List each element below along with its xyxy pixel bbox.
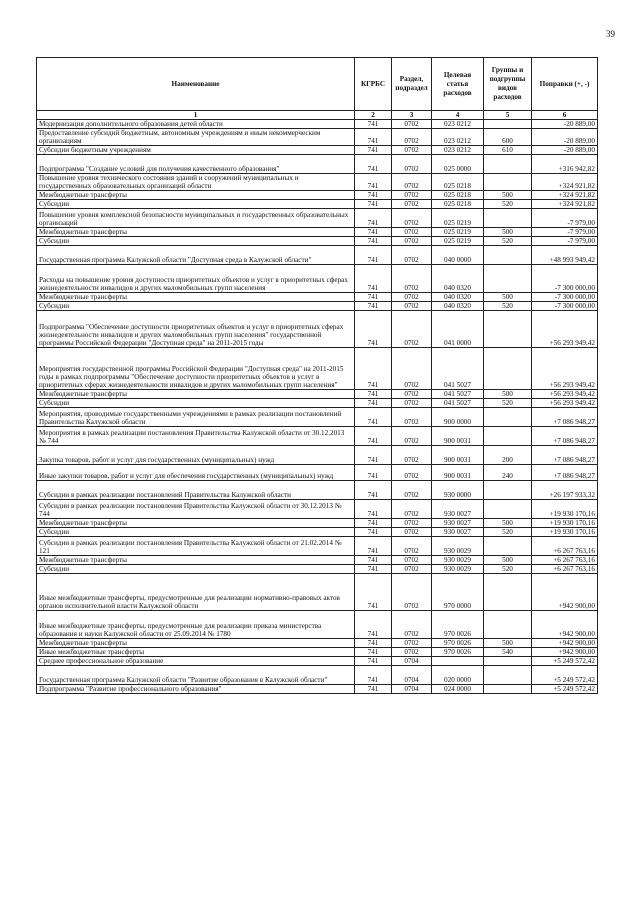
row-name: Субсидии bbox=[37, 237, 355, 246]
col-number: 6 bbox=[532, 111, 598, 120]
row-kgrbs: 741 bbox=[355, 574, 392, 611]
row-section: 0702 bbox=[392, 390, 432, 399]
table-row bbox=[37, 611, 598, 639]
table-row bbox=[37, 657, 598, 666]
row-section: 0702 bbox=[392, 265, 432, 293]
row-section: 0702 bbox=[392, 348, 432, 390]
row-kgrbs: 741 bbox=[355, 228, 392, 237]
row-group bbox=[484, 348, 532, 390]
row-group bbox=[484, 537, 532, 556]
row-kgrbs: 741 bbox=[355, 685, 392, 694]
row-kgrbs: 741 bbox=[355, 265, 392, 293]
row-name: Иные межбюджетные трансферты, предусмотренные для реализации приказа министерства образования и науки Калужской области от 25.09.2014 № 1780 bbox=[37, 611, 355, 639]
row-kgrbs: 741 bbox=[355, 209, 392, 228]
row-group bbox=[484, 265, 532, 293]
row-amount: -20 889,00 bbox=[532, 120, 598, 129]
row-name: Межбюджетные трансферты bbox=[37, 639, 355, 648]
row-target: 020 0000 bbox=[432, 666, 484, 685]
row-target: 930 0027 bbox=[432, 519, 484, 528]
row-amount: -20 889,00 bbox=[532, 146, 598, 155]
row-section: 0702 bbox=[392, 120, 432, 129]
row-section: 0702 bbox=[392, 209, 432, 228]
row-kgrbs: 741 bbox=[355, 200, 392, 209]
row-name: Субсидии bbox=[37, 200, 355, 209]
row-kgrbs: 741 bbox=[355, 537, 392, 556]
row-target: 041 5027 bbox=[432, 399, 484, 408]
table-row bbox=[37, 519, 598, 528]
col-number: 4 bbox=[432, 111, 484, 120]
table-row bbox=[37, 200, 598, 209]
row-target: 930 0027 bbox=[432, 528, 484, 537]
row-kgrbs: 741 bbox=[355, 666, 392, 685]
row-group: 540 bbox=[484, 648, 532, 657]
row-target: 040 0320 bbox=[432, 293, 484, 302]
row-kgrbs: 741 bbox=[355, 348, 392, 390]
table-row bbox=[37, 481, 598, 500]
col-number: 5 bbox=[484, 111, 532, 120]
row-name: Государственная программа Калужской области "Развитие образования в Калужской области" bbox=[37, 666, 355, 685]
row-amount: +48 993 949,42 bbox=[532, 246, 598, 265]
row-amount: +56 293 949,42 bbox=[532, 348, 598, 390]
row-amount: +5 249 572,42 bbox=[532, 666, 598, 685]
row-kgrbs: 741 bbox=[355, 408, 392, 427]
row-section: 0702 bbox=[392, 648, 432, 657]
row-kgrbs: 741 bbox=[355, 500, 392, 519]
row-amount: -7 300 000,00 bbox=[532, 293, 598, 302]
row-section: 0704 bbox=[392, 685, 432, 694]
row-target: 930 0000 bbox=[432, 481, 484, 500]
table-row bbox=[37, 648, 598, 657]
row-target: 041 5027 bbox=[432, 390, 484, 399]
table-row bbox=[37, 265, 598, 293]
table-row bbox=[37, 408, 598, 427]
row-name: Субсидии в рамках реализации постановлений Правительства Калужской области bbox=[37, 481, 355, 500]
row-group: 600 bbox=[484, 129, 532, 146]
row-section: 0702 bbox=[392, 129, 432, 146]
row-name: Межбюджетные трансферты bbox=[37, 556, 355, 565]
row-target: 041 5027 bbox=[432, 348, 484, 390]
row-amount: +26 197 933,32 bbox=[532, 481, 598, 500]
row-name: Повышение уровня комплексной безопасности муниципальных и государственных образовательных организаций bbox=[37, 209, 355, 228]
row-target: 900 0031 bbox=[432, 427, 484, 446]
row-group: 520 bbox=[484, 200, 532, 209]
row-amount: +942 900,00 bbox=[532, 611, 598, 639]
row-group: 200 bbox=[484, 446, 532, 465]
row-section: 0702 bbox=[392, 465, 432, 481]
row-target: 025 0000 bbox=[432, 155, 484, 174]
row-group bbox=[484, 246, 532, 265]
column-number-row bbox=[37, 111, 598, 120]
row-kgrbs: 741 bbox=[355, 146, 392, 155]
table-row bbox=[37, 311, 598, 348]
row-target: 040 0320 bbox=[432, 265, 484, 293]
row-name: Модернизация дополнительного образования детей области bbox=[37, 120, 355, 129]
row-amount: +7 086 948,27 bbox=[532, 427, 598, 446]
table-row bbox=[37, 399, 598, 408]
row-kgrbs: 741 bbox=[355, 302, 392, 311]
row-amount: +6 267 763,16 bbox=[532, 556, 598, 565]
table-row bbox=[37, 465, 598, 481]
row-group: 500 bbox=[484, 390, 532, 399]
row-target: 930 0029 bbox=[432, 537, 484, 556]
row-name: Иные межбюджетные трансферты bbox=[37, 648, 355, 657]
row-name: Субсидии в рамках реализации постановления Правительства Калужской области от 21.02.2014 № 121 bbox=[37, 537, 355, 556]
table-row bbox=[37, 120, 598, 129]
row-kgrbs: 741 bbox=[355, 390, 392, 399]
row-section: 0702 bbox=[392, 639, 432, 648]
row-group: 520 bbox=[484, 237, 532, 246]
row-kgrbs: 741 bbox=[355, 639, 392, 648]
table-row bbox=[37, 500, 598, 519]
row-target: 025 0218 bbox=[432, 200, 484, 209]
row-section: 0702 bbox=[392, 537, 432, 556]
row-group: 520 bbox=[484, 565, 532, 574]
row-section: 0702 bbox=[392, 427, 432, 446]
table-row bbox=[37, 565, 598, 574]
row-amount: +5 249 572,42 bbox=[532, 685, 598, 694]
row-group bbox=[484, 500, 532, 519]
row-name: Закупка товаров, работ и услуг для государственных (муниципальных) нужд bbox=[37, 446, 355, 465]
row-kgrbs: 741 bbox=[355, 528, 392, 537]
row-section: 0704 bbox=[392, 657, 432, 666]
row-group bbox=[484, 311, 532, 348]
table-row bbox=[37, 191, 598, 200]
header-row bbox=[37, 58, 598, 111]
col-header-section: Раздел, подраздел bbox=[392, 58, 432, 111]
budget-table bbox=[36, 57, 598, 694]
row-section: 0702 bbox=[392, 446, 432, 465]
row-target bbox=[432, 657, 484, 666]
row-group bbox=[484, 657, 532, 666]
row-kgrbs: 741 bbox=[355, 565, 392, 574]
row-name: Межбюджетные трансферты bbox=[37, 191, 355, 200]
row-target: 040 0000 bbox=[432, 246, 484, 265]
col-header-groups: Группы и подгруппы видов расходов bbox=[484, 58, 532, 111]
row-section: 0702 bbox=[392, 481, 432, 500]
row-name: Межбюджетные трансферты bbox=[37, 519, 355, 528]
row-amount: +7 086 948,27 bbox=[532, 408, 598, 427]
row-group bbox=[484, 174, 532, 191]
row-target: 040 0320 bbox=[432, 302, 484, 311]
row-amount: -7 979,00 bbox=[532, 237, 598, 246]
row-section: 0702 bbox=[392, 293, 432, 302]
table-row bbox=[37, 209, 598, 228]
row-amount: +6 267 763,16 bbox=[532, 565, 598, 574]
table-row bbox=[37, 574, 598, 611]
row-target: 025 0219 bbox=[432, 237, 484, 246]
table-row bbox=[37, 427, 598, 446]
row-target: 025 0218 bbox=[432, 191, 484, 200]
row-kgrbs: 741 bbox=[355, 481, 392, 500]
row-kgrbs: 741 bbox=[355, 465, 392, 481]
row-group: 500 bbox=[484, 519, 532, 528]
row-amount: +7 086 948,27 bbox=[532, 446, 598, 465]
row-amount: +5 249 572,42 bbox=[532, 657, 598, 666]
table-row bbox=[37, 293, 598, 302]
row-target: 970 0000 bbox=[432, 574, 484, 611]
row-target: 023 0212 bbox=[432, 146, 484, 155]
row-amount: +324 921,82 bbox=[532, 191, 598, 200]
row-target: 970 0026 bbox=[432, 639, 484, 648]
table-row bbox=[37, 446, 598, 465]
table-row bbox=[37, 348, 598, 390]
row-target: 025 0218 bbox=[432, 174, 484, 191]
row-name: Подпрограмма "Создание условий для получения качественного образования" bbox=[37, 155, 355, 174]
row-amount: -7 300 000,00 bbox=[532, 265, 598, 293]
row-amount: +324 921,82 bbox=[532, 174, 598, 191]
row-target: 024 0000 bbox=[432, 685, 484, 694]
row-group bbox=[484, 611, 532, 639]
row-name: Субсидии bbox=[37, 565, 355, 574]
row-section: 0702 bbox=[392, 519, 432, 528]
row-group bbox=[484, 666, 532, 685]
row-name: Субсидии bbox=[37, 399, 355, 408]
table-row bbox=[37, 129, 598, 146]
row-amount: +7 086 948,27 bbox=[532, 465, 598, 481]
row-target: 930 0029 bbox=[432, 556, 484, 565]
row-target: 970 0026 bbox=[432, 611, 484, 639]
row-section: 0702 bbox=[392, 611, 432, 639]
row-name: Иные закупки товаров, работ и услуг для обеспечения государственных (муниципальных) нужд bbox=[37, 465, 355, 481]
row-section: 0702 bbox=[392, 200, 432, 209]
row-kgrbs: 741 bbox=[355, 446, 392, 465]
row-amount: +56 293 949,42 bbox=[532, 390, 598, 399]
row-name: Субсидии бюджетным учреждениям bbox=[37, 146, 355, 155]
row-name: Предоставление субсидий бюджетным, автономным учреждениям и иным некоммерческим организациям bbox=[37, 129, 355, 146]
row-name: Подпрограмма "Обеспечение доступности приоритетных объектов и услуг в приоритетных сферах жизнедеятельности инвалидов и других маломобильных групп населения" государственной программы Российской Федерации "Доступная среда" на 2011-2015 годы bbox=[37, 311, 355, 348]
row-group: 240 bbox=[484, 465, 532, 481]
row-group bbox=[484, 685, 532, 694]
row-amount: -7 979,00 bbox=[532, 209, 598, 228]
row-kgrbs: 741 bbox=[355, 155, 392, 174]
row-amount: +942 900,00 bbox=[532, 574, 598, 611]
row-group: 520 bbox=[484, 528, 532, 537]
row-section: 0702 bbox=[392, 565, 432, 574]
row-kgrbs: 741 bbox=[355, 648, 392, 657]
row-amount: +316 942,82 bbox=[532, 155, 598, 174]
row-target: 023 0212 bbox=[432, 120, 484, 129]
table-row bbox=[37, 390, 598, 399]
row-name: Мероприятия в рамках реализации постановления Правительства Калужской области от 30.12.2013 № 744 bbox=[37, 427, 355, 446]
table-row bbox=[37, 146, 598, 155]
row-name: Государственная программа Калужской области "Доступная среда в Калужской области" bbox=[37, 246, 355, 265]
table-row bbox=[37, 685, 598, 694]
row-group bbox=[484, 408, 532, 427]
row-name: Иные межбюджетные трансферты, предусмотренные для реализации нормативно-правовых актов органов исполнительной власти Калужской области bbox=[37, 574, 355, 611]
col-number: 1 bbox=[37, 111, 355, 120]
row-amount: -7 300 000,00 bbox=[532, 302, 598, 311]
table-row bbox=[37, 639, 598, 648]
row-kgrbs: 741 bbox=[355, 399, 392, 408]
row-section: 0702 bbox=[392, 408, 432, 427]
row-kgrbs: 741 bbox=[355, 191, 392, 200]
row-amount: -20 889,00 bbox=[532, 129, 598, 146]
table-row bbox=[37, 155, 598, 174]
row-kgrbs: 741 bbox=[355, 293, 392, 302]
row-section: 0702 bbox=[392, 174, 432, 191]
table-row bbox=[37, 537, 598, 556]
row-target: 025 0219 bbox=[432, 228, 484, 237]
row-amount: +324 921,82 bbox=[532, 200, 598, 209]
row-section: 0702 bbox=[392, 237, 432, 246]
row-kgrbs: 741 bbox=[355, 246, 392, 265]
table-row bbox=[37, 174, 598, 191]
row-kgrbs: 741 bbox=[355, 237, 392, 246]
row-target: 023 0212 bbox=[432, 129, 484, 146]
row-amount: +56 293 949,42 bbox=[532, 399, 598, 408]
row-amount: +19 930 170,16 bbox=[532, 500, 598, 519]
row-target: 041 0000 bbox=[432, 311, 484, 348]
row-target: 930 0027 bbox=[432, 500, 484, 519]
table-row bbox=[37, 528, 598, 537]
row-group: 500 bbox=[484, 228, 532, 237]
row-amount: +19 930 170,16 bbox=[532, 519, 598, 528]
col-header-name: Наименование bbox=[37, 58, 355, 111]
table-row bbox=[37, 228, 598, 237]
table-row bbox=[37, 237, 598, 246]
row-name: Среднее профессиональное образование bbox=[37, 657, 355, 666]
row-group bbox=[484, 427, 532, 446]
row-kgrbs: 741 bbox=[355, 657, 392, 666]
row-name: Расходы на повышение уровня доступности приоритетных объектов и услуг в приоритетных сферах жизнедеятельности инвалидов и других маломобильных групп населения bbox=[37, 265, 355, 293]
table-row bbox=[37, 666, 598, 685]
row-group: 500 bbox=[484, 293, 532, 302]
col-header-amend: Поправки (+, -) bbox=[532, 58, 598, 111]
row-section: 0702 bbox=[392, 302, 432, 311]
row-group bbox=[484, 120, 532, 129]
row-group: 500 bbox=[484, 191, 532, 200]
row-target: 025 0219 bbox=[432, 209, 484, 228]
col-header-target: Целевая статья расходов bbox=[432, 58, 484, 111]
row-name: Повышение уровня технического состояния зданий и сооружений муниципальных и государственных образовательных организаций области bbox=[37, 174, 355, 191]
row-name: Межбюджетные трансферты bbox=[37, 293, 355, 302]
row-section: 0702 bbox=[392, 191, 432, 200]
row-group bbox=[484, 155, 532, 174]
table-row bbox=[37, 302, 598, 311]
row-section: 0702 bbox=[392, 228, 432, 237]
row-name: Подпрограмма "Развитие профессионального образования" bbox=[37, 685, 355, 694]
row-name: Субсидии в рамках реализации постановления Правительства Калужской области от 30.12.2013 № 744 bbox=[37, 500, 355, 519]
col-number: 3 bbox=[392, 111, 432, 120]
row-name: Мероприятия, проводимые государственными учреждениями в рамках реализации постановлений Правительства Калужской области bbox=[37, 408, 355, 427]
row-section: 0702 bbox=[392, 155, 432, 174]
row-target: 900 0031 bbox=[432, 465, 484, 481]
row-kgrbs: 741 bbox=[355, 311, 392, 348]
row-amount: +942 900,00 bbox=[532, 639, 598, 648]
row-group: 500 bbox=[484, 639, 532, 648]
col-number: 2 bbox=[355, 111, 392, 120]
row-target: 970 0026 bbox=[432, 648, 484, 657]
row-group: 610 bbox=[484, 146, 532, 155]
row-section: 0702 bbox=[392, 500, 432, 519]
row-group: 520 bbox=[484, 399, 532, 408]
row-group bbox=[484, 574, 532, 611]
row-kgrbs: 741 bbox=[355, 556, 392, 565]
row-section: 0702 bbox=[392, 574, 432, 611]
row-section: 0702 bbox=[392, 556, 432, 565]
row-kgrbs: 741 bbox=[355, 120, 392, 129]
row-section: 0704 bbox=[392, 666, 432, 685]
row-kgrbs: 741 bbox=[355, 174, 392, 191]
row-amount: +19 930 170,16 bbox=[532, 528, 598, 537]
row-amount: -7 979,00 bbox=[532, 228, 598, 237]
row-group bbox=[484, 209, 532, 228]
row-section: 0702 bbox=[392, 311, 432, 348]
row-kgrbs: 741 bbox=[355, 519, 392, 528]
row-amount: +942 900,00 bbox=[532, 648, 598, 657]
row-target: 930 0029 bbox=[432, 565, 484, 574]
row-amount: +56 293 949,42 bbox=[532, 311, 598, 348]
row-section: 0702 bbox=[392, 528, 432, 537]
row-name: Межбюджетные трансферты bbox=[37, 228, 355, 237]
table-row bbox=[37, 246, 598, 265]
row-amount: +6 267 763,16 bbox=[532, 537, 598, 556]
row-group: 520 bbox=[484, 302, 532, 311]
row-target: 900 0031 bbox=[432, 446, 484, 465]
page-number: 39 bbox=[606, 29, 615, 39]
row-kgrbs: 741 bbox=[355, 129, 392, 146]
row-name: Мероприятия государственной программы Российской Федерации "Доступная среда" на 2011-2015 годы в рамках подпрограммы "Обеспечение доступности приоритетных объектов и услуг в приоритетных сферах жизнедеятельности инвалидов и других маломобильных групп населения" bbox=[37, 348, 355, 390]
table-row bbox=[37, 556, 598, 565]
row-name: Субсидии bbox=[37, 302, 355, 311]
row-kgrbs: 741 bbox=[355, 611, 392, 639]
row-name: Субсидии bbox=[37, 528, 355, 537]
row-name: Межбюджетные трансферты bbox=[37, 390, 355, 399]
row-kgrbs: 741 bbox=[355, 427, 392, 446]
col-header-kgrbs: КГРБС bbox=[355, 58, 392, 111]
row-target: 900 0000 bbox=[432, 408, 484, 427]
row-section: 0702 bbox=[392, 246, 432, 265]
row-group: 500 bbox=[484, 556, 532, 565]
row-section: 0702 bbox=[392, 399, 432, 408]
row-section: 0702 bbox=[392, 146, 432, 155]
row-group bbox=[484, 481, 532, 500]
